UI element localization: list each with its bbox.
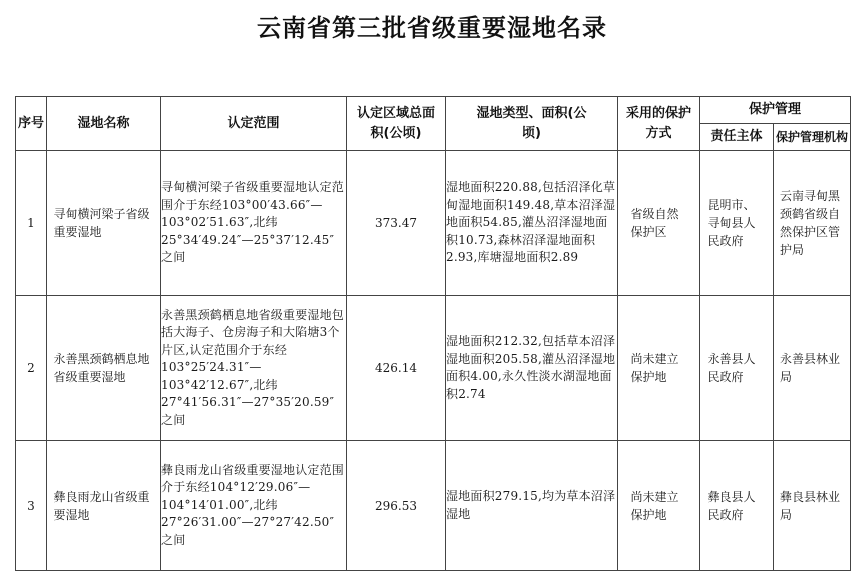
wetland-name: 寻甸横河梁子省级重要湿地	[47, 151, 161, 296]
total-area: 373.47	[347, 151, 446, 296]
wetland-name: 彝良雨龙山省级重要湿地	[47, 441, 161, 571]
management-agency: 永善县林业局	[774, 296, 851, 441]
header-total-area: 认定区域总面积(公顷)	[347, 97, 446, 151]
row-index: 1	[16, 151, 47, 296]
protection-method: 省级自然保护区	[618, 151, 700, 296]
table-row	[16, 296, 851, 441]
management-agency: 云南寻甸黑颈鹤省级自然保护区管护局	[774, 151, 851, 296]
header-management: 保护管理	[700, 97, 851, 124]
wetland-table	[15, 96, 851, 571]
page-title: 云南省第三批省级重要湿地名录	[257, 13, 607, 42]
type-area-text: 湿地面积212.32,包括草本沼泽湿地面积205.58,灌丛沼泽湿地面积4.00,永久性淡水湖湿地面积2.74	[446, 296, 618, 441]
header-scope: 认定范围	[161, 97, 347, 151]
header-agency: 保护管理机构	[774, 124, 851, 151]
type-area-text: 湿地面积279.15,均为草本沼泽湿地	[446, 441, 618, 571]
table-row	[16, 151, 851, 296]
row-index: 2	[16, 296, 47, 441]
header-index: 序号	[16, 97, 47, 151]
responsible-entity: 彝良县人民政府	[700, 441, 774, 571]
type-area-text: 湿地面积220.88,包括沼泽化草甸湿地面积149.48,草本沼泽湿地面积54.85,灌丛沼泽湿地面积10.73,森林沼泽湿地面积2.93,库塘湿地面积2.89	[446, 151, 618, 296]
header-type-area: 湿地类型、面积(公顷)	[446, 97, 618, 151]
wetland-name: 永善黑颈鹤栖息地省级重要湿地	[47, 296, 161, 441]
management-agency: 彝良县林业局	[774, 441, 851, 571]
scope-text: 寻甸横河梁子省级重要湿地认定范围介于东经103°00′43.66″—103°02′51.63″,北纬25°34′49.24″—25°37′12.45″之间	[161, 151, 347, 296]
protection-method: 尚未建立保护地	[618, 296, 700, 441]
responsible-entity: 昆明市、寻甸县人民政府	[700, 151, 774, 296]
header-method: 采用的保护方式	[618, 97, 700, 151]
header-responsible: 责任主体	[700, 124, 774, 151]
row-index: 3	[16, 441, 47, 571]
protection-method: 尚未建立保护地	[618, 441, 700, 571]
header-name: 湿地名称	[47, 97, 161, 151]
total-area: 296.53	[347, 441, 446, 571]
responsible-entity: 永善县人民政府	[700, 296, 774, 441]
scope-text: 彝良雨龙山省级重要湿地认定范围介于东经104°12′29.06″—104°14′01.00″,北纬27°26′31.00″—27°27′42.50″之间	[161, 441, 347, 571]
table-row	[16, 441, 851, 571]
scope-text: 永善黑颈鹤栖息地省级重要湿地包括大海子、仓房海子和大陷塘3个片区,认定范围介于东经103°25′24.31″—103°42′12.67″,北纬27°41′56.31″—27°35′20.59″之间	[161, 296, 347, 441]
total-area: 426.14	[347, 296, 446, 441]
